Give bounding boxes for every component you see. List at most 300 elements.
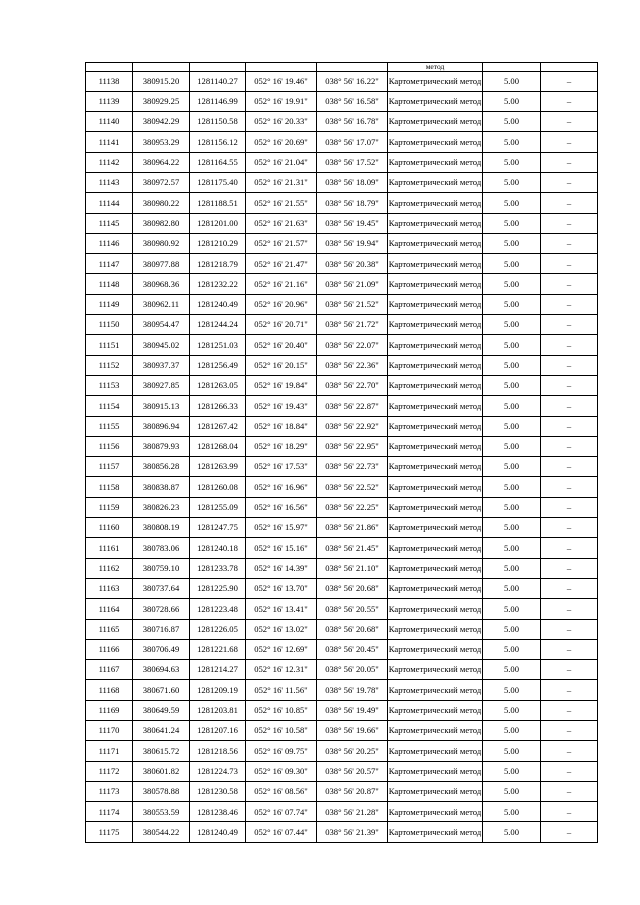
cell-y-coordinate: 1281267.42	[190, 416, 246, 436]
cell-latitude: 052° 16' 21.57"	[246, 233, 317, 253]
cell-note: –	[541, 538, 598, 558]
cell-longitude: 038° 56' 22.95"	[317, 436, 388, 456]
cell-latitude: 052° 16' 18.84"	[246, 416, 317, 436]
cell-x-coordinate: 380915.20	[133, 71, 190, 91]
cell-accuracy: 5.00	[483, 375, 541, 395]
cell-y-coordinate: 1281255.09	[190, 497, 246, 517]
cell-point-number: 11174	[86, 802, 133, 822]
cell-accuracy: 5.00	[483, 193, 541, 213]
cell-method: Картометрический метод	[388, 396, 483, 416]
cell-longitude: 038° 56' 21.52"	[317, 294, 388, 314]
cell-y-coordinate: 1281226.05	[190, 619, 246, 639]
cell-y-coordinate: 1281240.18	[190, 538, 246, 558]
cell-method: Картометрический метод	[388, 436, 483, 456]
cell-latitude: 052° 16' 13.41"	[246, 599, 317, 619]
cell-point-number: 11149	[86, 294, 133, 314]
cell-method: Картометрический метод	[388, 71, 483, 91]
cell-latitude: 052° 16' 21.47"	[246, 254, 317, 274]
cell-latitude: 052° 16' 16.56"	[246, 497, 317, 517]
table-row	[86, 477, 598, 497]
cell-method: Картометрический метод	[388, 91, 483, 111]
cell-accuracy: 5.00	[483, 152, 541, 172]
table-row	[86, 315, 598, 335]
cell-x-coordinate: 380856.28	[133, 457, 190, 477]
cell-y-coordinate: 1281244.24	[190, 315, 246, 335]
cell-accuracy: 5.00	[483, 436, 541, 456]
cell-point-number: 11143	[86, 172, 133, 192]
cell-accuracy: 5.00	[483, 396, 541, 416]
cell-note: –	[541, 578, 598, 598]
cell-accuracy: 5.00	[483, 254, 541, 274]
cell-accuracy: 5.00	[483, 457, 541, 477]
cell-y-coordinate: 1281256.49	[190, 355, 246, 375]
cell-longitude: 038° 56' 22.87"	[317, 396, 388, 416]
cell-note: –	[541, 172, 598, 192]
cell-method: метод	[388, 63, 483, 72]
cell-note: –	[541, 274, 598, 294]
cell-longitude: 038° 56' 18.79"	[317, 193, 388, 213]
cell-note: –	[541, 802, 598, 822]
cell-accuracy: 5.00	[483, 132, 541, 152]
cell-point-number: 11138	[86, 71, 133, 91]
cell-point-number: 11154	[86, 396, 133, 416]
cell-method: Картометрический метод	[388, 761, 483, 781]
cell-point-number: 11167	[86, 660, 133, 680]
cell-longitude: 038° 56' 22.52"	[317, 477, 388, 497]
table-row	[86, 761, 598, 781]
cell-y-coordinate: 1281207.16	[190, 721, 246, 741]
table-row	[86, 294, 598, 314]
cell-y-coordinate: 1281260.08	[190, 477, 246, 497]
cell-point-number: 11166	[86, 639, 133, 659]
cell-note: –	[541, 781, 598, 801]
cell-point-number: 11140	[86, 112, 133, 132]
cell-method: Картометрический метод	[388, 254, 483, 274]
cell-method: Картометрический метод	[388, 680, 483, 700]
cell-method: Картометрический метод	[388, 112, 483, 132]
cell-longitude: 038° 56' 21.45"	[317, 538, 388, 558]
cell-latitude: 052° 16' 09.30"	[246, 761, 317, 781]
cell-longitude: 038° 56' 20.05"	[317, 660, 388, 680]
table-row	[86, 558, 598, 578]
cell-longitude: 038° 56' 19.94"	[317, 233, 388, 253]
cell-latitude: 052° 16' 20.96"	[246, 294, 317, 314]
cell-note: –	[541, 497, 598, 517]
table-row	[86, 822, 598, 842]
cell-latitude: 052° 16' 16.96"	[246, 477, 317, 497]
cell-y-coordinate: 1281223.48	[190, 599, 246, 619]
cell-longitude	[317, 63, 388, 72]
cell-longitude: 038° 56' 21.10"	[317, 558, 388, 578]
cell-method: Картометрический метод	[388, 152, 483, 172]
cell-accuracy: 5.00	[483, 233, 541, 253]
cell-latitude: 052° 16' 21.63"	[246, 213, 317, 233]
cell-method: Картометрический метод	[388, 375, 483, 395]
cell-accuracy: 5.00	[483, 91, 541, 111]
table-row-continued	[86, 63, 598, 72]
cell-method: Картометрический метод	[388, 721, 483, 741]
cell-longitude: 038° 56' 16.22"	[317, 71, 388, 91]
cell-accuracy: 5.00	[483, 721, 541, 741]
cell-y-coordinate: 1281266.33	[190, 396, 246, 416]
cell-x-coordinate: 380553.59	[133, 802, 190, 822]
cell-method: Картометрический метод	[388, 132, 483, 152]
cell-note: –	[541, 700, 598, 720]
cell-note: –	[541, 558, 598, 578]
cell-accuracy: 5.00	[483, 781, 541, 801]
cell-point-number: 11148	[86, 274, 133, 294]
table-row	[86, 721, 598, 741]
table-row	[86, 457, 598, 477]
table-row	[86, 619, 598, 639]
cell-x-coordinate: 380808.19	[133, 518, 190, 538]
cell-accuracy: 5.00	[483, 71, 541, 91]
cell-y-coordinate: 1281240.49	[190, 294, 246, 314]
cell-y-coordinate: 1281210.29	[190, 233, 246, 253]
cell-note: –	[541, 639, 598, 659]
cell-latitude: 052° 16' 18.29"	[246, 436, 317, 456]
cell-method: Картометрический метод	[388, 497, 483, 517]
cell-accuracy: 5.00	[483, 112, 541, 132]
cell-method: Картометрический метод	[388, 274, 483, 294]
cell-accuracy: 5.00	[483, 741, 541, 761]
cell-x-coordinate: 380972.57	[133, 172, 190, 192]
cell-x-coordinate	[133, 63, 190, 72]
cell-latitude: 052° 16' 20.15"	[246, 355, 317, 375]
cell-latitude: 052° 16' 12.31"	[246, 660, 317, 680]
table-row	[86, 741, 598, 761]
cell-y-coordinate: 1281140.27	[190, 71, 246, 91]
cell-longitude: 038° 56' 21.39"	[317, 822, 388, 842]
cell-longitude: 038° 56' 21.72"	[317, 315, 388, 335]
cell-note: –	[541, 477, 598, 497]
cell-y-coordinate: 1281224.73	[190, 761, 246, 781]
cell-longitude: 038° 56' 20.25"	[317, 741, 388, 761]
table-row	[86, 71, 598, 91]
cell-note: –	[541, 193, 598, 213]
cell-point-number: 11144	[86, 193, 133, 213]
cell-method: Картометрический метод	[388, 335, 483, 355]
cell-y-coordinate: 1281230.58	[190, 781, 246, 801]
cell-note: –	[541, 680, 598, 700]
cell-accuracy: 5.00	[483, 213, 541, 233]
cell-accuracy: 5.00	[483, 660, 541, 680]
cell-note: –	[541, 416, 598, 436]
cell-y-coordinate: 1281150.58	[190, 112, 246, 132]
cell-accuracy: 5.00	[483, 761, 541, 781]
cell-longitude: 038° 56' 21.28"	[317, 802, 388, 822]
cell-latitude	[246, 63, 317, 72]
cell-latitude: 052° 16' 19.43"	[246, 396, 317, 416]
cell-longitude: 038° 56' 20.38"	[317, 254, 388, 274]
cell-point-number: 11150	[86, 315, 133, 335]
cell-method: Картометрический метод	[388, 518, 483, 538]
cell-x-coordinate: 380615.72	[133, 741, 190, 761]
cell-x-coordinate: 380649.59	[133, 700, 190, 720]
cell-accuracy: 5.00	[483, 172, 541, 192]
cell-accuracy: 5.00	[483, 294, 541, 314]
cell-y-coordinate: 1281232.22	[190, 274, 246, 294]
cell-note: –	[541, 294, 598, 314]
cell-accuracy: 5.00	[483, 599, 541, 619]
cell-accuracy: 5.00	[483, 639, 541, 659]
cell-latitude: 052° 16' 19.91"	[246, 91, 317, 111]
cell-x-coordinate: 380945.02	[133, 335, 190, 355]
cell-latitude: 052° 16' 21.16"	[246, 274, 317, 294]
cell-note: –	[541, 233, 598, 253]
cell-point-number: 11147	[86, 254, 133, 274]
cell-y-coordinate: 1281218.79	[190, 254, 246, 274]
cell-point-number: 11155	[86, 416, 133, 436]
cell-point-number: 11159	[86, 497, 133, 517]
cell-note: –	[541, 436, 598, 456]
cell-longitude: 038° 56' 22.07"	[317, 335, 388, 355]
cell-y-coordinate: 1281203.81	[190, 700, 246, 720]
cell-longitude: 038° 56' 20.68"	[317, 619, 388, 639]
cell-longitude: 038° 56' 22.70"	[317, 375, 388, 395]
cell-latitude: 052° 16' 07.44"	[246, 822, 317, 842]
cell-accuracy: 5.00	[483, 274, 541, 294]
cell-y-coordinate: 1281263.99	[190, 457, 246, 477]
cell-y-coordinate: 1281201.00	[190, 213, 246, 233]
cell-accuracy: 5.00	[483, 680, 541, 700]
cell-x-coordinate: 380694.63	[133, 660, 190, 680]
cell-point-number: 11142	[86, 152, 133, 172]
cell-point-number: 11168	[86, 680, 133, 700]
cell-x-coordinate: 380728.66	[133, 599, 190, 619]
cell-note: –	[541, 315, 598, 335]
cell-note: –	[541, 335, 598, 355]
cell-method: Картометрический метод	[388, 294, 483, 314]
cell-point-number: 11173	[86, 781, 133, 801]
cell-latitude: 052° 16' 15.16"	[246, 538, 317, 558]
cell-x-coordinate: 380838.87	[133, 477, 190, 497]
cell-method: Картометрический метод	[388, 538, 483, 558]
cell-longitude: 038° 56' 19.45"	[317, 213, 388, 233]
cell-y-coordinate: 1281251.03	[190, 335, 246, 355]
cell-point-number: 11169	[86, 700, 133, 720]
cell-accuracy	[483, 63, 541, 72]
cell-method: Картометрический метод	[388, 172, 483, 192]
table-row	[86, 172, 598, 192]
cell-accuracy: 5.00	[483, 335, 541, 355]
cell-latitude: 052° 16' 07.74"	[246, 802, 317, 822]
cell-x-coordinate: 380942.29	[133, 112, 190, 132]
cell-method: Картометрический метод	[388, 822, 483, 842]
cell-point-number: 11139	[86, 91, 133, 111]
cell-y-coordinate: 1281233.78	[190, 558, 246, 578]
cell-accuracy: 5.00	[483, 416, 541, 436]
cell-y-coordinate: 1281164.55	[190, 152, 246, 172]
table-row	[86, 355, 598, 375]
cell-note: –	[541, 619, 598, 639]
cell-point-number: 11151	[86, 335, 133, 355]
cell-latitude: 052° 16' 21.31"	[246, 172, 317, 192]
cell-x-coordinate: 380896.94	[133, 416, 190, 436]
table-row	[86, 254, 598, 274]
table-row	[86, 213, 598, 233]
table-row	[86, 396, 598, 416]
cell-x-coordinate: 380783.06	[133, 538, 190, 558]
cell-y-coordinate: 1281240.49	[190, 822, 246, 842]
cell-x-coordinate: 380953.29	[133, 132, 190, 152]
cell-method: Картометрический метод	[388, 639, 483, 659]
cell-accuracy: 5.00	[483, 578, 541, 598]
cell-x-coordinate: 380962.11	[133, 294, 190, 314]
cell-y-coordinate: 1281214.27	[190, 660, 246, 680]
cell-latitude: 052° 16' 19.84"	[246, 375, 317, 395]
cell-method: Картометрический метод	[388, 781, 483, 801]
cell-point-number: 11146	[86, 233, 133, 253]
cell-longitude: 038° 56' 21.86"	[317, 518, 388, 538]
cell-latitude: 052° 16' 11.56"	[246, 680, 317, 700]
cell-longitude: 038° 56' 17.52"	[317, 152, 388, 172]
table-row	[86, 375, 598, 395]
cell-point-number: 11175	[86, 822, 133, 842]
cell-accuracy: 5.00	[483, 619, 541, 639]
cell-accuracy: 5.00	[483, 355, 541, 375]
table-row	[86, 578, 598, 598]
cell-x-coordinate: 380641.24	[133, 721, 190, 741]
cell-x-coordinate: 380915.13	[133, 396, 190, 416]
table-row	[86, 436, 598, 456]
cell-longitude: 038° 56' 20.45"	[317, 639, 388, 659]
cell-point-number: 11158	[86, 477, 133, 497]
cell-note: –	[541, 254, 598, 274]
table-body	[86, 63, 598, 843]
cell-point-number: 11162	[86, 558, 133, 578]
cell-y-coordinate	[190, 63, 246, 72]
cell-x-coordinate: 380982.80	[133, 213, 190, 233]
table-row	[86, 802, 598, 822]
cell-latitude: 052° 16' 09.75"	[246, 741, 317, 761]
cell-x-coordinate: 380716.87	[133, 619, 190, 639]
cell-point-number: 11152	[86, 355, 133, 375]
cell-method: Картометрический метод	[388, 558, 483, 578]
table-row	[86, 518, 598, 538]
cell-x-coordinate: 380578.88	[133, 781, 190, 801]
cell-accuracy: 5.00	[483, 477, 541, 497]
cell-x-coordinate: 380826.23	[133, 497, 190, 517]
cell-latitude: 052° 16' 15.97"	[246, 518, 317, 538]
cell-y-coordinate: 1281247.75	[190, 518, 246, 538]
cell-longitude: 038° 56' 22.73"	[317, 457, 388, 477]
cell-method: Картометрический метод	[388, 193, 483, 213]
cell-latitude: 052° 16' 10.58"	[246, 721, 317, 741]
cell-accuracy: 5.00	[483, 700, 541, 720]
cell-x-coordinate: 380706.49	[133, 639, 190, 659]
table-row	[86, 112, 598, 132]
cell-y-coordinate: 1281268.04	[190, 436, 246, 456]
cell-accuracy: 5.00	[483, 538, 541, 558]
cell-point-number: 11172	[86, 761, 133, 781]
cell-x-coordinate: 380544.22	[133, 822, 190, 842]
cell-note: –	[541, 761, 598, 781]
cell-note	[541, 63, 598, 72]
cell-accuracy: 5.00	[483, 558, 541, 578]
cell-latitude: 052° 16' 10.85"	[246, 700, 317, 720]
cell-point-number: 11170	[86, 721, 133, 741]
cell-x-coordinate: 380954.47	[133, 315, 190, 335]
cell-accuracy: 5.00	[483, 822, 541, 842]
table-row	[86, 700, 598, 720]
coordinates-table	[85, 62, 598, 843]
cell-x-coordinate: 380929.25	[133, 91, 190, 111]
cell-method: Картометрический метод	[388, 599, 483, 619]
table-row	[86, 91, 598, 111]
cell-point-number: 11165	[86, 619, 133, 639]
table-row	[86, 599, 598, 619]
cell-longitude: 038° 56' 16.58"	[317, 91, 388, 111]
cell-method: Картометрический метод	[388, 233, 483, 253]
cell-accuracy: 5.00	[483, 802, 541, 822]
cell-method: Картометрический метод	[388, 660, 483, 680]
cell-longitude: 038° 56' 22.92"	[317, 416, 388, 436]
cell-x-coordinate: 380964.22	[133, 152, 190, 172]
cell-longitude: 038° 56' 20.68"	[317, 578, 388, 598]
cell-y-coordinate: 1281188.51	[190, 193, 246, 213]
table-row	[86, 497, 598, 517]
table-row	[86, 639, 598, 659]
cell-x-coordinate: 380980.22	[133, 193, 190, 213]
cell-method: Картометрический метод	[388, 477, 483, 497]
cell-note: –	[541, 71, 598, 91]
cell-point-number: 11171	[86, 741, 133, 761]
cell-longitude: 038° 56' 19.49"	[317, 700, 388, 720]
cell-longitude: 038° 56' 21.09"	[317, 274, 388, 294]
cell-x-coordinate: 380968.36	[133, 274, 190, 294]
table-row	[86, 152, 598, 172]
cell-longitude: 038° 56' 20.57"	[317, 761, 388, 781]
cell-point-number	[86, 63, 133, 72]
cell-accuracy: 5.00	[483, 518, 541, 538]
cell-point-number: 11141	[86, 132, 133, 152]
cell-longitude: 038° 56' 19.66"	[317, 721, 388, 741]
cell-point-number: 11156	[86, 436, 133, 456]
cell-note: –	[541, 660, 598, 680]
cell-note: –	[541, 91, 598, 111]
table-row	[86, 193, 598, 213]
table-row	[86, 335, 598, 355]
table-row	[86, 416, 598, 436]
table-row	[86, 781, 598, 801]
cell-longitude: 038° 56' 22.25"	[317, 497, 388, 517]
cell-note: –	[541, 112, 598, 132]
cell-latitude: 052° 16' 20.71"	[246, 315, 317, 335]
cell-note: –	[541, 741, 598, 761]
cell-longitude: 038° 56' 19.78"	[317, 680, 388, 700]
cell-longitude: 038° 56' 16.78"	[317, 112, 388, 132]
cell-latitude: 052° 16' 20.33"	[246, 112, 317, 132]
cell-point-number: 11163	[86, 578, 133, 598]
cell-longitude: 038° 56' 20.87"	[317, 781, 388, 801]
cell-method: Картометрический метод	[388, 619, 483, 639]
cell-method: Картометрический метод	[388, 700, 483, 720]
cell-y-coordinate: 1281221.68	[190, 639, 246, 659]
cell-y-coordinate: 1281209.19	[190, 680, 246, 700]
table-row	[86, 233, 598, 253]
cell-latitude: 052° 16' 20.40"	[246, 335, 317, 355]
cell-note: –	[541, 355, 598, 375]
cell-latitude: 052° 16' 13.70"	[246, 578, 317, 598]
cell-latitude: 052° 16' 17.53"	[246, 457, 317, 477]
cell-latitude: 052° 16' 13.02"	[246, 619, 317, 639]
cell-latitude: 052° 16' 21.55"	[246, 193, 317, 213]
cell-method: Картометрический метод	[388, 578, 483, 598]
cell-y-coordinate: 1281263.05	[190, 375, 246, 395]
cell-y-coordinate: 1281175.40	[190, 172, 246, 192]
table-row	[86, 680, 598, 700]
